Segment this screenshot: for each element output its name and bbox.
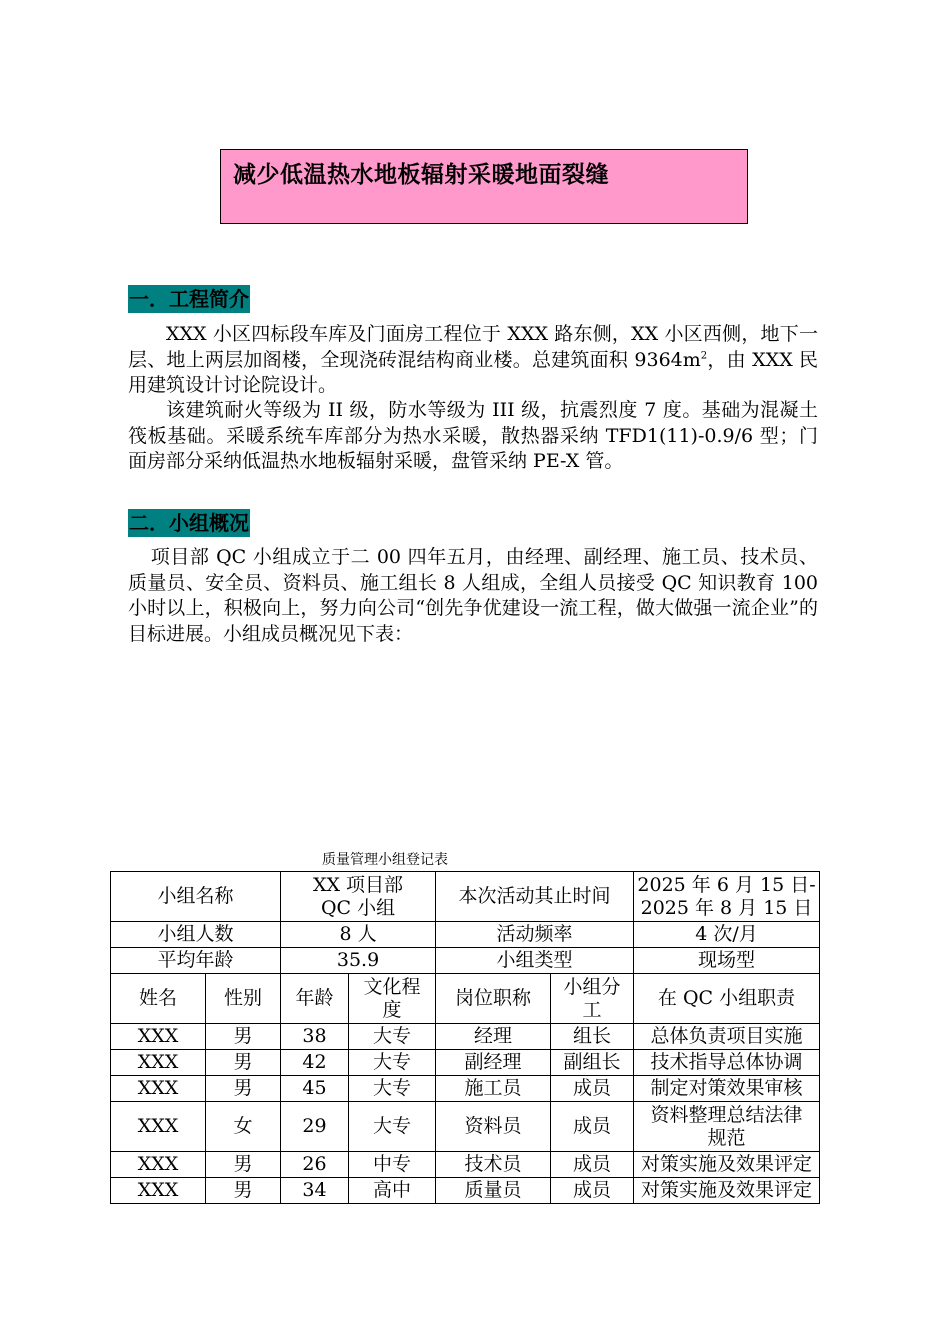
cell-age: 42 [281, 1050, 349, 1076]
activity-time-line-1: 2025 年 6 月 15 日- [637, 873, 816, 896]
group-type-value: 现场型 [634, 948, 820, 974]
header-division-line-1: 小组分 [563, 975, 621, 998]
frequency-value: 4 次/月 [634, 922, 820, 948]
cell-division: 组长 [551, 1024, 634, 1050]
header-division [551, 974, 634, 1024]
table-row [111, 1024, 820, 1050]
table-row [111, 1102, 820, 1152]
cell-age: 34 [281, 1178, 349, 1204]
cell-duty [634, 1102, 820, 1152]
cell-age: 45 [281, 1076, 349, 1102]
cell-position: 资料员 [436, 1102, 551, 1152]
group-type-label: 小组类型 [436, 948, 634, 974]
cell-education: 大专 [349, 1076, 436, 1102]
cell-name: XXX [111, 1102, 206, 1152]
header-duty: 在 QC 小组职责 [634, 974, 820, 1024]
group-overview-paragraph: 项目部 QC 小组成立于二 00 四年五月，由经理、副经理、施工员、技术员、质量员、安全员、资料员、施工组长 8 人组成，全组人员接受 QC 知识教育 100 小时以上，积极向上，努力向公司“创先争优建设一流工程，做大做强一流企业”的目标进展。小组成员概况见下表： [128, 546, 818, 645]
cell-duty-line-2: 规范 [707, 1126, 746, 1149]
cell-position: 经理 [436, 1024, 551, 1050]
table-row [111, 1152, 820, 1178]
member-count-value: 8 人 [281, 922, 436, 948]
table-row [111, 1076, 820, 1102]
cell-position: 质量员 [436, 1178, 551, 1204]
cell-gender: 男 [206, 1076, 281, 1102]
project-intro-paragraph-2: 该建筑耐火等级为 II 级，防水等级为 III 级，抗震烈度 7 度。基础为混凝土筏板基础。采暖系统车库部分为热水采暖，散热器采纳 TFD1(11)-0.9/6 型；门面房部分采纳低温热水地板辐射采暖，盘管采纳 PE-X 管。 [128, 399, 818, 472]
avg-age-label: 平均年龄 [111, 948, 281, 974]
paragraph-text: XXX 小区四标段车库及门面房工程位于 XXX 路东侧，XX 小区西侧，地下一层、地上两层加阁楼，全现浇砖混结构商业楼。总建筑面积 9364m [128, 323, 818, 371]
cell-gender: 女 [206, 1102, 281, 1152]
cell-division: 成员 [551, 1152, 634, 1178]
cell-gender: 男 [206, 1024, 281, 1050]
activity-time-line-2: 2025 年 8 月 15 日 [640, 896, 813, 919]
cell-position: 施工员 [436, 1076, 551, 1102]
cell-duty: 对策实施及效果评定 [634, 1152, 820, 1178]
activity-time-value [634, 872, 820, 922]
cell-gender: 男 [206, 1050, 281, 1076]
group-name-label: 小组名称 [111, 872, 281, 922]
section-heading-project-intro: 一．工程简介 [129, 287, 249, 311]
table-caption: 质量管理小组登记表 [322, 852, 448, 868]
cell-age: 38 [281, 1024, 349, 1050]
cell-education: 高中 [349, 1178, 436, 1204]
cell-position: 技术员 [436, 1152, 551, 1178]
table-row [111, 1050, 820, 1076]
group-name-value [281, 872, 436, 922]
header-education-line-2: 度 [382, 998, 402, 1021]
cell-name: XXX [111, 1076, 206, 1102]
cell-duty: 对策实施及效果评定 [634, 1178, 820, 1204]
cell-name: XXX [111, 1152, 206, 1178]
cell-duty: 总体负责项目实施 [634, 1024, 820, 1050]
header-gender: 性别 [206, 974, 281, 1024]
cell-education: 大专 [349, 1050, 436, 1076]
qc-group-register-table [110, 871, 820, 1204]
cell-age: 29 [281, 1102, 349, 1152]
cell-division: 成员 [551, 1076, 634, 1102]
project-intro-paragraph-1 [128, 322, 818, 399]
frequency-label: 活动频率 [436, 922, 634, 948]
cell-division: 副组长 [551, 1050, 634, 1076]
cell-gender: 男 [206, 1152, 281, 1178]
section-heading-group-overview: 二．小组概况 [129, 511, 249, 535]
cell-name: XXX [111, 1178, 206, 1204]
paragraph-text: ，由 XXX 民用建筑设计讨论院设计。 [128, 348, 818, 396]
cell-education: 大专 [349, 1102, 436, 1152]
cell-duty: 制定对策效果审核 [634, 1076, 820, 1102]
header-position: 岗位职称 [436, 974, 551, 1024]
document-title: 减少低温热水地板辐射采暖地面裂缝 [233, 162, 609, 188]
avg-age-value: 35.9 [281, 948, 436, 974]
cell-age: 26 [281, 1152, 349, 1178]
cell-division: 成员 [551, 1178, 634, 1204]
group-name-line-1: XX 项目部 [312, 873, 404, 896]
cell-education: 大专 [349, 1024, 436, 1050]
activity-time-label: 本次活动其止时间 [436, 872, 634, 922]
table-row [111, 1178, 820, 1204]
cell-gender: 男 [206, 1178, 281, 1204]
member-count-label: 小组人数 [111, 922, 281, 948]
cell-division: 成员 [551, 1102, 634, 1152]
cell-name: XXX [111, 1024, 206, 1050]
cell-education: 中专 [349, 1152, 436, 1178]
header-age: 年龄 [281, 974, 349, 1024]
title-box [220, 149, 748, 224]
cell-duty: 技术指导总体协调 [634, 1050, 820, 1076]
cell-duty-line-1: 资料整理总结法律 [650, 1103, 803, 1126]
header-name: 姓名 [111, 974, 206, 1024]
group-name-line-2: QC 小组 [320, 896, 396, 919]
header-division-line-2: 工 [582, 998, 602, 1021]
header-education-line-1: 文化程 [363, 975, 421, 998]
cell-name: XXX [111, 1050, 206, 1076]
superscript-2: 2 [700, 350, 708, 362]
cell-position: 副经理 [436, 1050, 551, 1076]
header-education [349, 974, 436, 1024]
